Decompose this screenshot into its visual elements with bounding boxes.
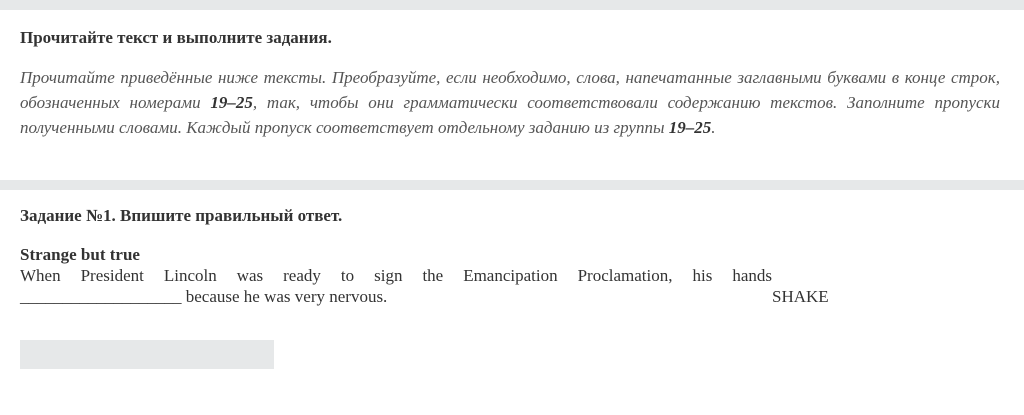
instructions-section — [0, 10, 1024, 180]
story-line-2-rest: because he was very nervous. — [181, 287, 388, 306]
instructions-heading: Прочитайте текст и выполните задания. — [20, 28, 332, 47]
keyword-label: SHAKE — [772, 287, 829, 306]
task-heading: Задание №1. Впишите правильный ответ. — [20, 206, 343, 225]
range-label-2: 19–25 — [668, 118, 712, 137]
instructions-text-part2: , так, чтобы они грамматически соответствовали содержанию текстов. Заполните пропуски полученными словами. Каждый пропуск соответствует отдельному заданию из группы — [20, 93, 1000, 137]
instructions-text-part3: . — [711, 118, 716, 137]
answer-input[interactable] — [20, 340, 274, 369]
section-divider — [0, 180, 1024, 190]
story-line-1: When President Lincoln was ready to sign the Emancipation Proclamation, his hands — [20, 266, 772, 285]
story-line-2 — [20, 287, 387, 307]
instructions-text-part1: Прочитайте приведённые ниже тексты. Преобразуйте, если необходимо, слова, напечатанные заглавными буквами в конце строк, обозначенных номерами — [20, 68, 1000, 112]
top-divider — [0, 0, 1024, 10]
task-section — [0, 190, 1024, 415]
story-title: Strange but true — [20, 245, 140, 264]
answer-blank: ___________________ — [20, 287, 182, 306]
instructions-text — [20, 65, 1000, 140]
range-label-1: 19–25 — [210, 93, 253, 112]
